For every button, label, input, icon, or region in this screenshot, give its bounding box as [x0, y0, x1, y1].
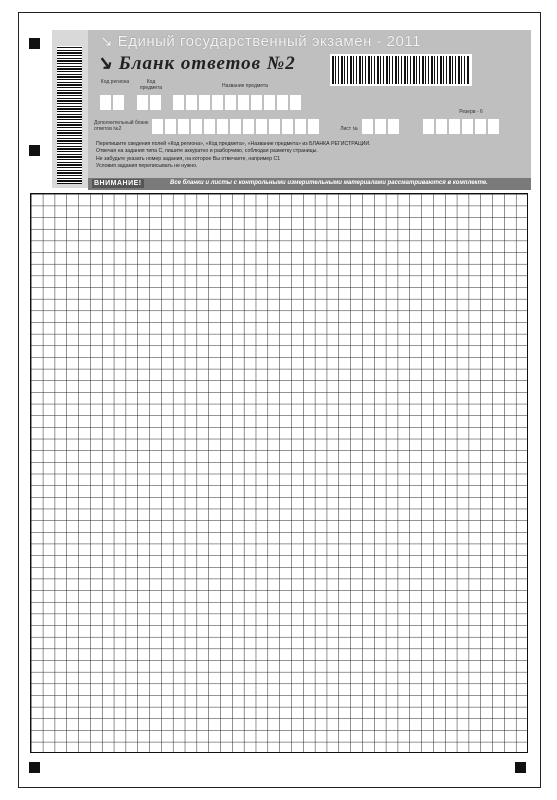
- reserve-field[interactable]: [423, 119, 499, 134]
- subject-name-cell[interactable]: [199, 95, 210, 110]
- subject-name-field[interactable]: [173, 95, 301, 110]
- region-code-label: Код региона: [100, 79, 130, 85]
- reserve-label: Резерв - 6: [459, 109, 483, 115]
- additional-form-cell[interactable]: [256, 119, 267, 134]
- reserve-cell[interactable]: [488, 119, 499, 134]
- subject-name-cell[interactable]: [277, 95, 288, 110]
- additional-form-field[interactable]: [152, 119, 319, 134]
- sheet-number-field[interactable]: [362, 119, 399, 134]
- subject-name-cell[interactable]: [173, 95, 184, 110]
- subject-name-cell[interactable]: [225, 95, 236, 110]
- reserve-cell[interactable]: [462, 119, 473, 134]
- subject-name-cell[interactable]: [290, 95, 301, 110]
- sheet-number-label: Лист №: [340, 126, 358, 132]
- additional-form-cell[interactable]: [217, 119, 228, 134]
- warning-text: Все бланки и листы с контрольными измерительными материалами рассматриваются в комплекте.: [170, 180, 488, 186]
- subject-code-label: Код предмета: [139, 79, 163, 91]
- corner-marker-mid-left: [29, 145, 40, 156]
- additional-form-label: Дополнительный бланк ответов №2: [94, 120, 149, 132]
- additional-form-cell[interactable]: [152, 119, 163, 134]
- sheet-number-cell[interactable]: [388, 119, 399, 134]
- instruction-line: Условия задания переписывать не нужно.: [96, 163, 198, 170]
- additional-form-cell[interactable]: [295, 119, 306, 134]
- additional-form-cell[interactable]: [178, 119, 189, 134]
- form-name: ↘ Бланк ответов №2: [96, 53, 296, 74]
- corner-marker-bottom-left: [29, 762, 40, 773]
- instruction-line: Перепишите сведения полей «Код региона», «Код предмета», «Название предмета» из БЛАНКА РЕГИСТРАЦИИ.: [96, 141, 371, 147]
- vertical-barcode: [57, 46, 82, 184]
- additional-form-cell[interactable]: [165, 119, 176, 134]
- additional-form-cell[interactable]: [243, 119, 254, 134]
- subject-name-label: Название предмета: [222, 83, 268, 89]
- region-code-field[interactable]: [100, 95, 124, 110]
- exam-title: ↘ Единый государственный экзамен - 2011: [100, 33, 421, 50]
- reserve-cell[interactable]: [423, 119, 434, 134]
- subject-name-cell[interactable]: [238, 95, 249, 110]
- instruction-line: Не забудьте указать номер задания, на которое Вы отвечаете, например С1: [96, 155, 281, 162]
- subject-name-cell[interactable]: [212, 95, 223, 110]
- region-code-cell[interactable]: [113, 95, 124, 110]
- additional-form-cell[interactable]: [204, 119, 215, 134]
- corner-marker-bottom-right: [515, 762, 526, 773]
- sheet-number-cell[interactable]: [375, 119, 386, 134]
- additional-form-cell[interactable]: [269, 119, 280, 134]
- reserve-cell[interactable]: [475, 119, 486, 134]
- subject-code-field[interactable]: [137, 95, 161, 110]
- additional-form-cell[interactable]: [308, 119, 319, 134]
- reserve-cell[interactable]: [449, 119, 460, 134]
- subject-name-cell[interactable]: [264, 95, 275, 110]
- additional-form-cell[interactable]: [230, 119, 241, 134]
- additional-form-cell[interactable]: [282, 119, 293, 134]
- answer-grid[interactable]: [30, 193, 528, 753]
- additional-form-cell[interactable]: [191, 119, 202, 134]
- subject-name-cell[interactable]: [251, 95, 262, 110]
- subject-name-cell[interactable]: [186, 95, 197, 110]
- subject-code-cell[interactable]: [137, 95, 148, 110]
- warning-label: ВНИМАНИЕ!: [94, 180, 142, 187]
- reserve-cell[interactable]: [436, 119, 447, 134]
- horizontal-barcode: [330, 54, 472, 86]
- corner-marker-top-left: [29, 38, 40, 49]
- region-code-cell[interactable]: [100, 95, 111, 110]
- instruction-line: Отвечая на задания типа С, пишите аккуратно и разборчиво, соблюдая разметку страницы.: [96, 148, 318, 155]
- instructions: [96, 141, 526, 171]
- subject-code-cell[interactable]: [150, 95, 161, 110]
- sheet-number-cell[interactable]: [362, 119, 373, 134]
